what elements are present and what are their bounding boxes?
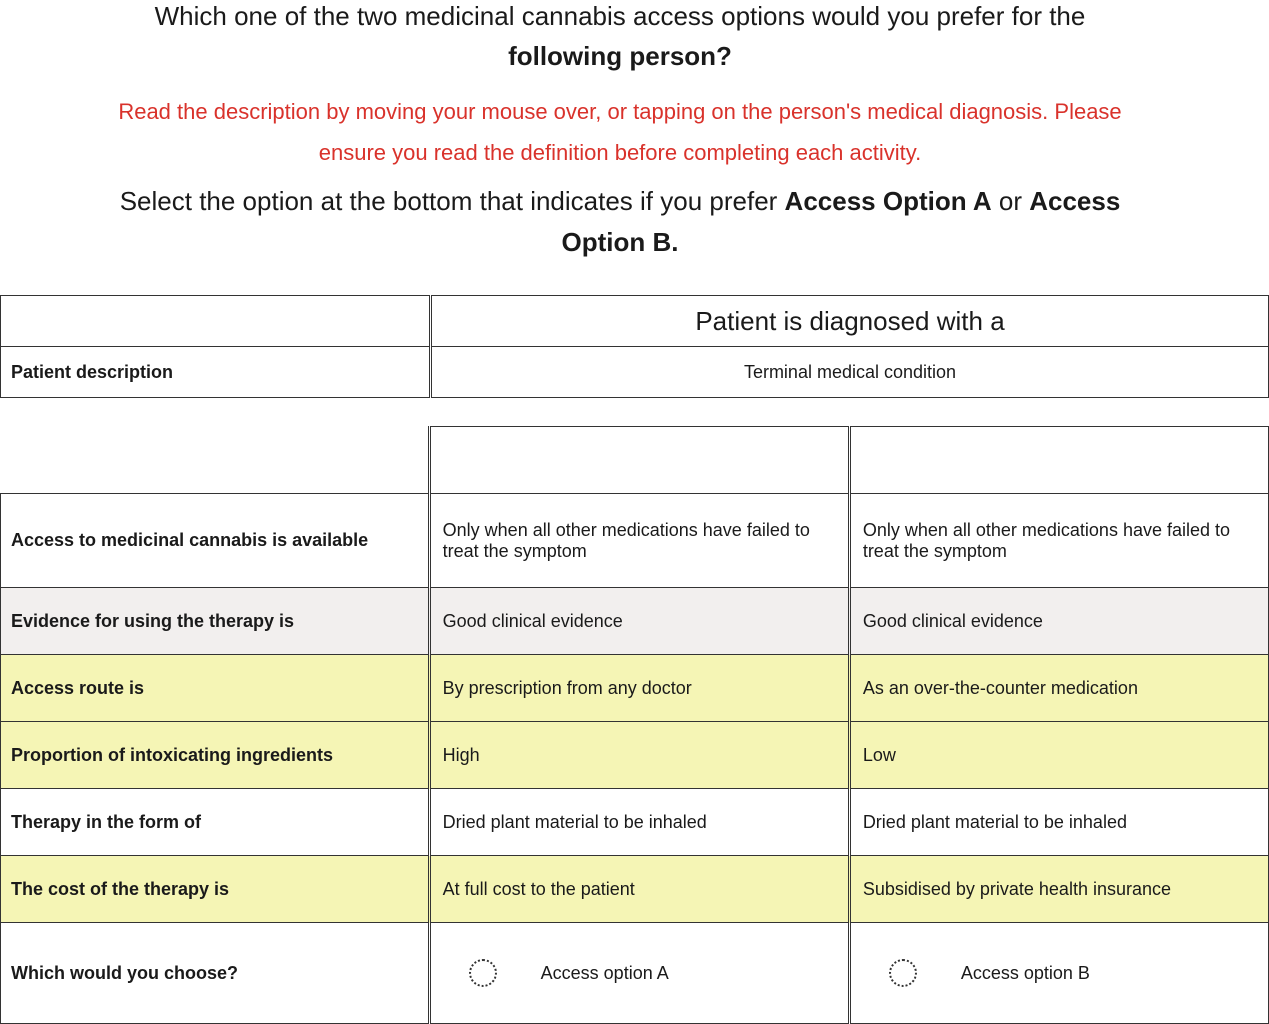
column-header-option-a: Access option A [429,427,849,494]
table-row [1,789,1269,856]
option-b-value: Subsidised by private health insurance [849,856,1268,923]
option-b-value: As an over-the-counter medication [849,655,1268,722]
option-b-value: Low [849,722,1268,789]
select-text: Select the option at the bottom that indicates if you prefer [119,186,785,216]
choice-question-label: Which would you choose? [1,923,430,1024]
instruction-line-2: ensure you read the definition before completing each activity. [318,140,922,165]
choice-row [1,923,1269,1024]
table-row [1,655,1269,722]
table-row [1,722,1269,789]
select-option-b-bold: Access [1029,186,1121,216]
column-header-option-b: Access option B [849,427,1268,494]
option-a-value: High [429,722,849,789]
options-table-empty-cell [1,427,430,494]
instruction-line-1: Read the description by moving your mouse over, or tapping on the person's medical diagnosis. Please [118,99,1122,124]
option-b-value: Dried plant material to be inhaled [849,789,1268,856]
select-option-b-bold-2: Option B. [561,227,679,257]
row-label: Proportion of intoxicating ingredients [1,722,430,789]
row-label: Access to medicinal cannabis is available [1,494,430,588]
option-a-radio[interactable] [469,959,497,987]
select-instruction-line-2 [0,222,1240,262]
select-instruction-line-1 [0,181,1240,221]
option-a-value: At full cost to the patient [429,856,849,923]
table-row [1,494,1269,588]
select-or-text: or [991,186,1030,216]
option-a-value: By prescription from any doctor [429,655,849,722]
option-b-radio-label[interactable]: Access option B [960,962,1090,983]
row-label: Access route is [1,655,430,722]
question-line-1: Which one of the two medicinal cannabis access options would you prefer for the [154,1,1086,31]
option-b-value: Good clinical evidence [849,588,1268,655]
row-label: Evidence for using the therapy is [1,588,430,655]
option-a-value: Good clinical evidence [429,588,849,655]
select-option-a-bold: Access Option A [784,186,992,216]
patient-description-label: Patient description [1,347,431,398]
patient-table [0,295,1269,398]
patient-diagnosis[interactable]: Terminal medical condition [431,347,1269,398]
question-line-2: following person? [508,41,732,71]
option-b-radio[interactable] [889,959,917,987]
choice-cell-a[interactable] [429,923,849,1024]
patient-table-header: Patient is diagnosed with a [431,296,1269,347]
row-label: The cost of the therapy is [1,856,430,923]
row-label: Therapy in the form of [1,789,430,856]
option-a-radio-label[interactable]: Access option A [540,962,669,983]
options-table [0,426,1269,1024]
table-row [1,588,1269,655]
option-a-value: Dried plant material to be inhaled [429,789,849,856]
table-row [1,856,1269,923]
choice-cell-b[interactable] [849,923,1268,1024]
option-a-value: Only when all other medications have failed to treat the symptom [429,494,849,588]
option-b-value: Only when all other medications have failed to treat the symptom [849,494,1268,588]
patient-table-empty-cell [1,296,431,347]
